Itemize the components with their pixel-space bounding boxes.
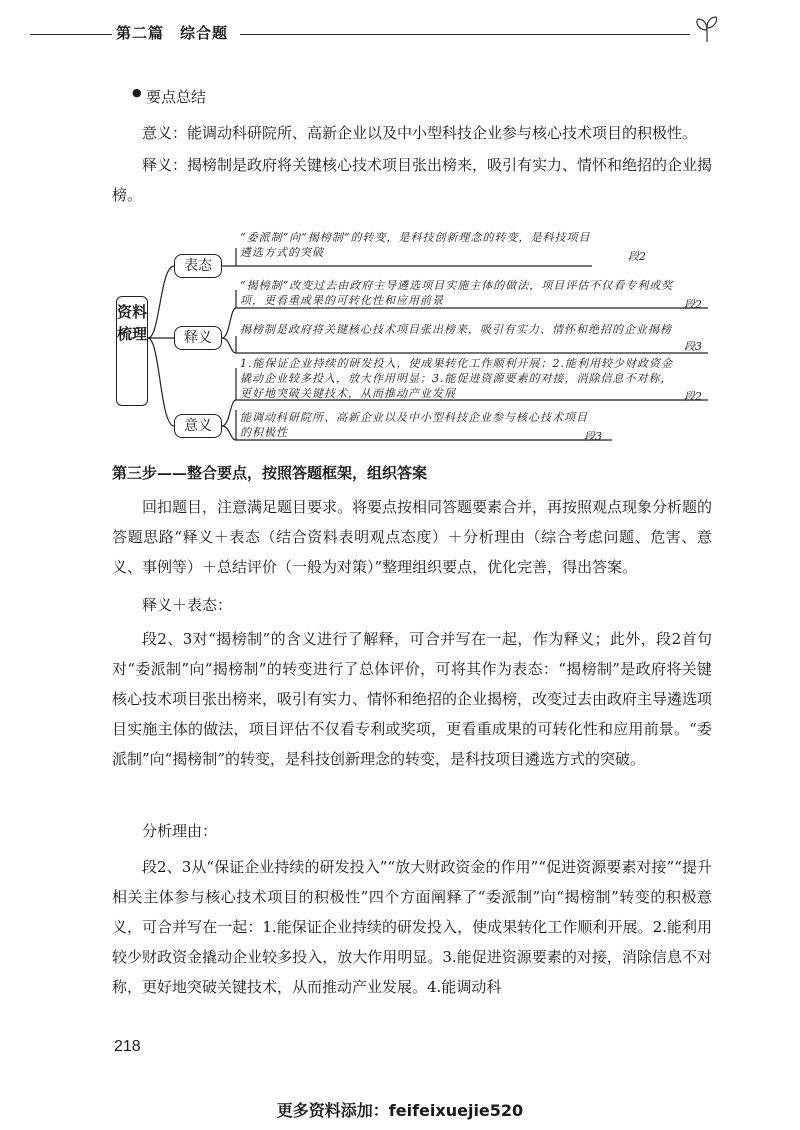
leaf-meaning-1: 1.能保证企业持续的研发投入，使成果转化工作顺利开展；2.能利用较少财政资金撬动企业较多投入，放大作用明显；3.能促进资源要素的对接，消除信息不对称，更好地突破关键技术，从而推动产业发展 [240, 357, 673, 400]
sprout-icon [692, 14, 722, 44]
branch-label-stance: 表态 [174, 254, 222, 278]
running-header [116, 22, 244, 43]
step3-heading: 第三步——整合要点，按照答题框架，组织答案 [112, 464, 428, 482]
leaf-definition-1-source: 段2 [684, 298, 702, 311]
leaf-definition-1: “揭榜制”改变过去由政府主导遴选项目实施主体的做法，项目评估不仅看专利或奖项，更看重成果的可转化性和应用前景 [240, 279, 674, 307]
footer-note: 更多资料添加：feifeixuejie520 [276, 1101, 524, 1120]
header-part: 第二篇 [116, 24, 165, 42]
branch-label-definition: 释义 [174, 326, 222, 350]
section-title: ● 要点总结 [146, 86, 206, 107]
leaf-stance-1: “委派制”向“揭榜制”的转变，是科技创新理念的转变，是科技项目遴选方式的突破 [240, 231, 591, 259]
leaf-definition-2: 揭榜制是政府将关键核心技术项目张出榜来，吸引有实力、情怀和绝招的企业揭榜 [240, 323, 672, 336]
leaf-definition-2-source: 段3 [684, 340, 702, 353]
header-title: 综合题 [180, 24, 229, 42]
leaf-stance-1-source: 段2 [628, 250, 646, 263]
leaf-meaning-1-source: 段2 [684, 390, 702, 403]
header-rule-right [240, 34, 690, 35]
leaf-meaning-2: 能调动科研院所、高新企业以及中小型科技企业参与核心技术项目的积极性 [240, 411, 588, 439]
diagram-root: 资料梳理 [116, 296, 148, 406]
branch-label-meaning: 意义 [174, 414, 222, 438]
body-paragraph-4: 分析理由： [142, 822, 218, 840]
mind-map-diagram [112, 228, 712, 448]
body-paragraph-3: 段2、3对“揭榜制”的含义进行了解释，可合并写在一起，作为释义；此外，段2首句对“委派制”向“揭榜制”的转变进行了总体评价，可将其作为表态：“揭榜制”是政府将关键核心技术项目张出榜来，吸引有实力、情怀和绝招的企业揭榜，改变过去由政府主导遴选项目实施主体的做法，项目评估不仅看专利或奖项，更看重成果的可转化性和应用前景。“委派制”向“揭榜制”的转变，是科技创新理念的转变，是科技项目遴选方式的突破。 [112, 630, 713, 768]
body-paragraph-5: 段2、3从“保证企业持续的研发投入”“放大财政资金的作用”“促进资源要素对接”“提升相关主体参与核心技术项目的积极性”四个方面阐释了“委派制”向“揭榜制”转变的积极意义，可合并写在一起：1.能保证企业持续的研发投入，使成果转化工作顺利开展。2.能利用较少财政资金撬动企业较多投入，放大作用明显。3.能促进资源要素的对接，消除信息不对称，更好地突破关键技术，从而推动产业发展。4.能调动科 [112, 858, 712, 996]
summary-meaning: 意义：能调动科研院所、高新企业以及中小型科技企业参与核心技术项目的积极性。 [142, 124, 698, 142]
summary-definition: 释义：揭榜制是政府将关键核心技术项目张出榜来，吸引有实力、情怀和绝招的企业揭榜。 [112, 156, 713, 204]
page-number: 218 [114, 1038, 141, 1055]
body-paragraph-2: 释义＋表态： [142, 596, 233, 614]
body-paragraph-1: 回扣题目，注意满足题目要求。将要点按相同答题要素合并，再按照观点现象分析题的答题思路“释义＋表态（结合资料表明观点态度）＋分析理由（综合考虑问题、危害、意义、事例等）＋总结评价（一般为对策）”整理组织要点，优化完善，得出答案。 [112, 498, 713, 576]
leaf-meaning-2-source: 段3 [584, 430, 602, 443]
header-rule-left [30, 34, 112, 35]
